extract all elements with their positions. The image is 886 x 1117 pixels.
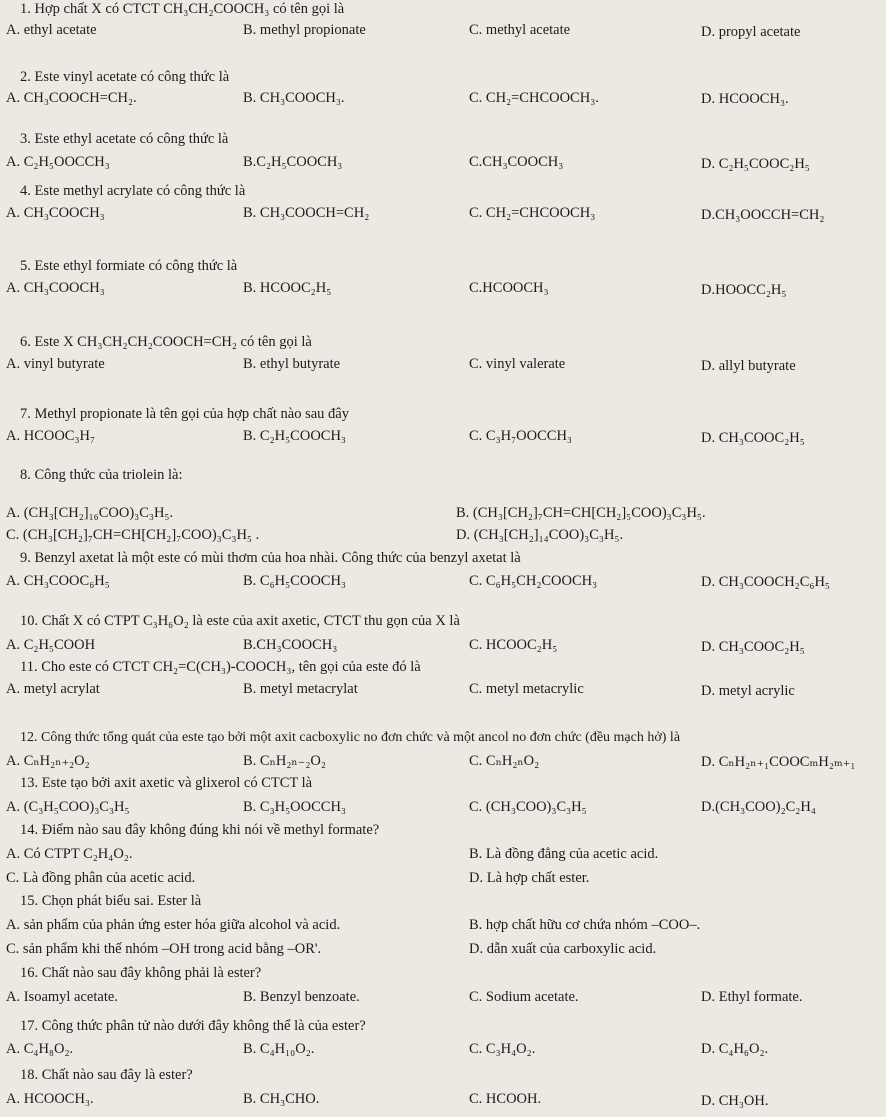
option-b: B. HCOOC₂H₅	[243, 280, 332, 296]
option-d: D. CH₃COOC₂H₅	[701, 639, 805, 655]
option-a: A. HCOOCH₃.	[6, 1091, 94, 1107]
option-a: A. CH₃COOCH₃	[6, 280, 105, 296]
question-stem: 6. Este X CH₃CH₂CH₂COOCH=CH₂ có tên gọi là	[20, 334, 312, 350]
option-a: A. CH₃COOC₆H₅	[6, 573, 110, 589]
option-a: A. CₙH₂ₙ₊₂O₂	[6, 753, 90, 769]
option-d: D. propyl acetate	[701, 24, 801, 40]
option-b: B.CH₃COOCH₃	[243, 637, 338, 653]
option-a: A. Có CTPT C₂H₄O₂.	[6, 846, 133, 862]
option-d: D.HOOCC₂H₅	[701, 282, 787, 298]
option-c: C. CₙH₂ₙO₂	[469, 753, 540, 769]
option-b: B.C₂H₅COOCH₃	[243, 154, 343, 170]
option-a: A. HCOOC₃H₇	[6, 428, 96, 444]
question-stem: 5. Este ethyl formiate có công thức là	[20, 258, 238, 274]
option-b: B. CH₃COOCH₃.	[243, 90, 345, 106]
option-b: B. Là đồng đẳng của acetic acid.	[469, 846, 659, 862]
option-b: B. C₄H₁₀O₂.	[243, 1041, 315, 1057]
option-d: D. CₙH₂ₙ₊₁COOCₘH₂ₘ₊₁	[701, 754, 856, 770]
question-stem: 17. Công thức phân tử nào dưới đây không thể là của ester?	[20, 1018, 366, 1034]
option-c: C. CH₂=CHCOOCH₃	[469, 205, 596, 221]
option-b: B. CH₃COOCH=CH₂	[243, 205, 370, 221]
question-stem: 4. Este methyl acrylate có công thức là	[20, 183, 246, 199]
option-a: A. Isoamyl acetate.	[6, 989, 118, 1005]
option-c: C. methyl acetate	[469, 22, 571, 38]
option-d: D.CH₃OOCCH=CH₂	[701, 207, 825, 223]
question-stem: 18. Chất nào sau đây là ester?	[20, 1067, 193, 1083]
question-stem: 13. Este tạo bởi axit axetic và glixerol có CTCT là	[20, 775, 313, 791]
option-c: C. Sodium acetate.	[469, 989, 579, 1005]
option-d: D.(CH₃COO)₂C₂H₄	[701, 799, 816, 815]
question-stem: 16. Chất nào sau đây không phải là ester?	[20, 965, 262, 981]
option-c: C.CH₃COOCH₃	[469, 154, 564, 170]
option-d: D. C₄H₆O₂.	[701, 1041, 769, 1057]
option-a: A. ethyl acetate	[6, 22, 97, 38]
option-c: C. (CH₃[CH₂]₇CH=CH[CH₂]₇COO)₃C₃H₅ .	[6, 527, 260, 543]
option-d: D. metyl acrylic	[701, 683, 795, 699]
option-c: C. Là đồng phân của acetic acid.	[6, 870, 196, 886]
option-b: B. CH₃CHO.	[243, 1091, 320, 1107]
option-d: D. HCOOCH₃.	[701, 91, 789, 107]
option-a: A. C₄H₈O₂.	[6, 1041, 74, 1057]
question-stem: 8. Công thức của triolein là:	[20, 467, 183, 483]
option-a: A. CH₃COOCH₃	[6, 205, 105, 221]
option-d: D. CH₃COOC₂H₅	[701, 430, 805, 446]
question-stem: 10. Chất X có CTPT C₃H₆O₂ là este của axit axetic, CTCT thu gọn của X là	[20, 613, 460, 629]
option-b: B. hợp chất hữu cơ chứa nhóm –COO–.	[469, 917, 701, 933]
question-stem: 1. Hợp chất X có CTCT CH₃CH₂COOCH₃ có tên gọi là	[20, 1, 345, 17]
option-b: B. metyl metacrylat	[243, 681, 358, 697]
option-b: B. methyl propionate	[243, 22, 366, 38]
option-a: A. CH₃COOCH=CH₂.	[6, 90, 137, 106]
option-d: D. Ethyl formate.	[701, 989, 803, 1005]
option-d: D. CH₃COOCH₂C₆H₅	[701, 574, 830, 590]
question-stem: 2. Este vinyl acetate có công thức là	[20, 69, 230, 85]
option-c: C. HCOOC₂H₅	[469, 637, 558, 653]
option-a: A. vinyl butyrate	[6, 356, 105, 372]
option-b: B. C₆H₅COOCH₃	[243, 573, 346, 589]
option-d: D. C₂H₅COOC₂H₅	[701, 156, 810, 172]
option-d: D. (CH₃[CH₂]₁₄COO)₃C₃H₅.	[456, 527, 624, 543]
option-b: B. CₙH₂ₙ₋₂O₂	[243, 753, 326, 769]
option-a: A. C₂H₅OOCCH₃	[6, 154, 110, 170]
option-d: D. Là hợp chất ester.	[469, 870, 590, 886]
option-c: C. (CH₃COO)₃C₃H₅	[469, 799, 587, 815]
question-stem: 15. Chọn phát biểu sai. Ester là	[20, 893, 202, 909]
option-c: C.HCOOCH₃	[469, 280, 549, 296]
question-stem: 7. Methyl propionate là tên gọi của hợp chất nào sau đây	[20, 406, 349, 422]
question-stem: 3. Este ethyl acetate có công thức là	[20, 131, 229, 147]
option-a: A. metyl acrylat	[6, 681, 100, 697]
option-d: D. allyl butyrate	[701, 358, 796, 374]
option-c: C. C₆H₅CH₂COOCH₃	[469, 573, 598, 589]
option-a: A. (CH₃[CH₂]₁₆COO)₃C₃H₅.	[6, 505, 174, 521]
question-stem: 14. Điểm nào sau đây không đúng khi nói về methyl formate?	[20, 822, 380, 838]
option-c: C. sản phẩm khi thế nhóm –OH trong acid bằng –OR'.	[6, 941, 322, 957]
option-b: B. (CH₃[CH₂]₇CH=CH[CH₂]₅COO)₃C₃H₅.	[456, 505, 706, 521]
option-c: C. metyl metacrylic	[469, 681, 584, 697]
option-c: C. vinyl valerate	[469, 356, 566, 372]
option-b: B. Benzyl benzoate.	[243, 989, 360, 1005]
option-c: C. C₃H₇OOCCH₃	[469, 428, 572, 444]
option-a: A. C₂H₅COOH	[6, 637, 96, 653]
option-b: B. C₃H₅OOCCH₃	[243, 799, 346, 815]
option-b: B. ethyl butyrate	[243, 356, 341, 372]
option-b: B. C₂H₅COOCH₃	[243, 428, 346, 444]
option-c: C. HCOOH.	[469, 1091, 542, 1107]
option-c: C. CH₂=CHCOOCH₃.	[469, 90, 599, 106]
option-c: C. C₃H₄O₂.	[469, 1041, 536, 1057]
option-d: D. CH₃OH.	[701, 1093, 769, 1109]
option-a: A. sản phẩm của phản ứng ester hóa giữa alcohol và acid.	[6, 917, 341, 933]
question-stem: 12. Công thức tổng quát của este tạo bởi một axit cacboxylic no đơn chức và một ancol no đơn chức (đều mạch hở) là	[20, 730, 681, 745]
option-d: D. dẫn xuất của carboxylic acid.	[469, 941, 657, 957]
option-a: A. (C₃H₅COO)₃C₃H₅	[6, 799, 130, 815]
question-stem: 9. Benzyl axetat là một este có mùi thơm của hoa nhài. Công thức của benzyl axetat là	[20, 550, 521, 566]
question-stem: 11. Cho este có CTCT CH₂=C(CH₃)-COOCH₃, tên gọi của este đó là	[20, 659, 421, 675]
